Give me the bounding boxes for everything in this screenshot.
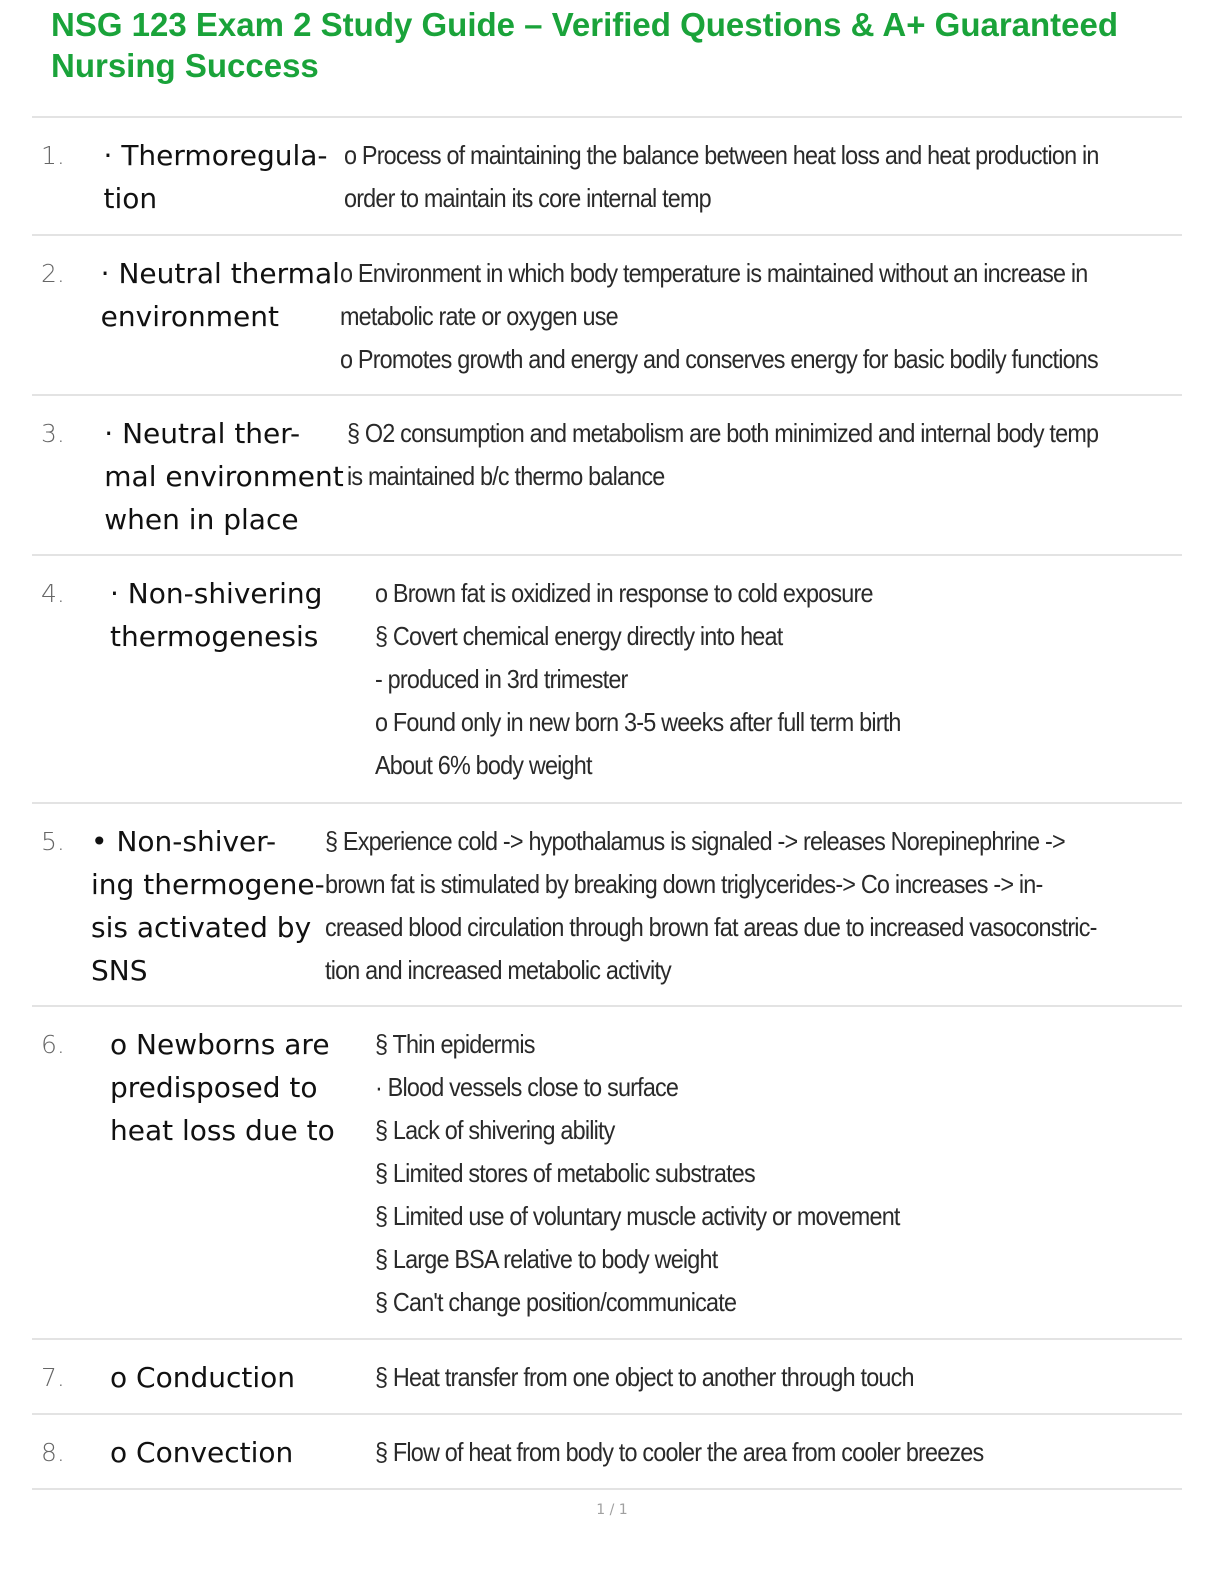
flashcard-list (32, 116, 1182, 1490)
flashcard-row (32, 236, 1182, 396)
card-term (91, 820, 325, 992)
flashcard-row (32, 1340, 1182, 1415)
definition-line: is maintained b/c thermo balance (347, 461, 665, 491)
card-number: 1. (41, 141, 65, 170)
flashcard-row (32, 1415, 1182, 1490)
term-line: environment (100, 300, 279, 333)
term-line: · Non-shivering (110, 577, 323, 610)
page-indicator: 1 / 1 (596, 1502, 628, 1518)
card-definition (347, 412, 1098, 498)
term-line: tion (103, 182, 158, 215)
card-term (110, 1023, 375, 1152)
card-number: 4. (41, 579, 65, 608)
card-definition (325, 820, 1097, 992)
term-line: thermogenesis (110, 620, 319, 653)
definition-line: § Can't change position/communicate (375, 1287, 737, 1317)
card-definition (375, 1356, 1101, 1399)
flashcard-row (32, 556, 1182, 804)
term-line: · Neutral thermal (100, 257, 340, 290)
definition-line: creased blood circulation through brown fat areas due to increased vasoconstric- (324, 912, 1097, 942)
definition-line: o Promotes growth and energy and conserves energy for basic bodily functions (339, 344, 1098, 374)
term-line: · Thermoregula- (103, 139, 328, 172)
card-definition (375, 1023, 1101, 1324)
term-line: SNS (91, 954, 148, 987)
definition-line: o Brown fat is oxidized in response to cold exposure (375, 578, 873, 608)
definition-line: About 6% body weight (375, 750, 592, 780)
card-definition (375, 572, 1101, 787)
definition-line: § O2 consumption and metabolism are both minimized and internal body temp (347, 418, 1099, 448)
definition-line: § Large BSA relative to body weight (375, 1244, 718, 1274)
definition-line: o Process of maintaining the balance between heat loss and heat production in (343, 140, 1099, 170)
definition-line: § Lack of shivering ability (375, 1115, 615, 1145)
definition-line: order to maintain its core internal temp (343, 183, 711, 213)
card-number: 2. (41, 259, 65, 288)
term-line: o Conduction (110, 1361, 296, 1394)
card-term (110, 1356, 375, 1399)
card-term (104, 412, 347, 541)
card-term (110, 1431, 375, 1474)
term-line: predisposed to (110, 1071, 318, 1104)
term-line: mal environment (104, 460, 344, 493)
definition-line: § Limited use of voluntary muscle activity or movement (375, 1201, 900, 1231)
card-definition (375, 1431, 1101, 1474)
card-term (110, 572, 375, 658)
term-line: when in place (104, 503, 299, 536)
term-line: sis activated by (91, 911, 312, 944)
definition-line: o Environment in which body temperature is maintained without an increase in (339, 258, 1088, 288)
card-term (101, 252, 340, 338)
card-term (104, 134, 344, 220)
term-line: heat loss due to (110, 1114, 335, 1147)
card-number: 7. (41, 1363, 65, 1392)
card-number: 6. (41, 1030, 65, 1059)
definition-line: brown fat is stimulated by breaking down triglycerides-> Co increases -> in- (324, 869, 1043, 899)
card-number: 8. (41, 1438, 65, 1467)
term-line: o Newborns are (110, 1028, 330, 1061)
card-definition (344, 134, 1099, 220)
definition-line: § Flow of heat from body to cooler the area from cooler breezes (375, 1437, 984, 1467)
definition-line: metabolic rate or oxygen use (339, 301, 618, 331)
flashcard-row (32, 1007, 1182, 1340)
definition-line: - produced in 3rd trimester (375, 664, 628, 694)
definition-line: o Found only in new born 3-5 weeks after full term birth (375, 707, 901, 737)
definition-line: § Limited stores of metabolic substrates (375, 1158, 755, 1188)
card-number: 5. (41, 827, 65, 856)
definition-line: § Heat transfer from one object to another through touch (375, 1362, 914, 1392)
definition-line: § Covert chemical energy directly into heat (375, 621, 783, 651)
term-line: • Non-shiver- (91, 825, 277, 858)
card-number: 3. (41, 419, 65, 448)
term-line: o Convection (110, 1436, 294, 1469)
term-line: ing thermogene- (91, 868, 325, 901)
definition-line: § Experience cold -> hypothalamus is signaled -> releases Norepinephrine -> (324, 826, 1065, 856)
term-line: · Neutral ther- (104, 417, 301, 450)
definition-line: · Blood vessels close to surface (375, 1072, 679, 1102)
flashcard-row (32, 396, 1182, 556)
flashcard-row (32, 118, 1182, 236)
document-title: NSG 123 Exam 2 Study Guide – Verified Questions & A+ Guaranteed Nursing Success (51, 6, 1119, 84)
definition-line: tion and increased metabolic activity (324, 955, 671, 985)
card-definition (340, 252, 1098, 381)
flashcard-row (32, 804, 1182, 1007)
definition-line: § Thin epidermis (375, 1029, 535, 1059)
